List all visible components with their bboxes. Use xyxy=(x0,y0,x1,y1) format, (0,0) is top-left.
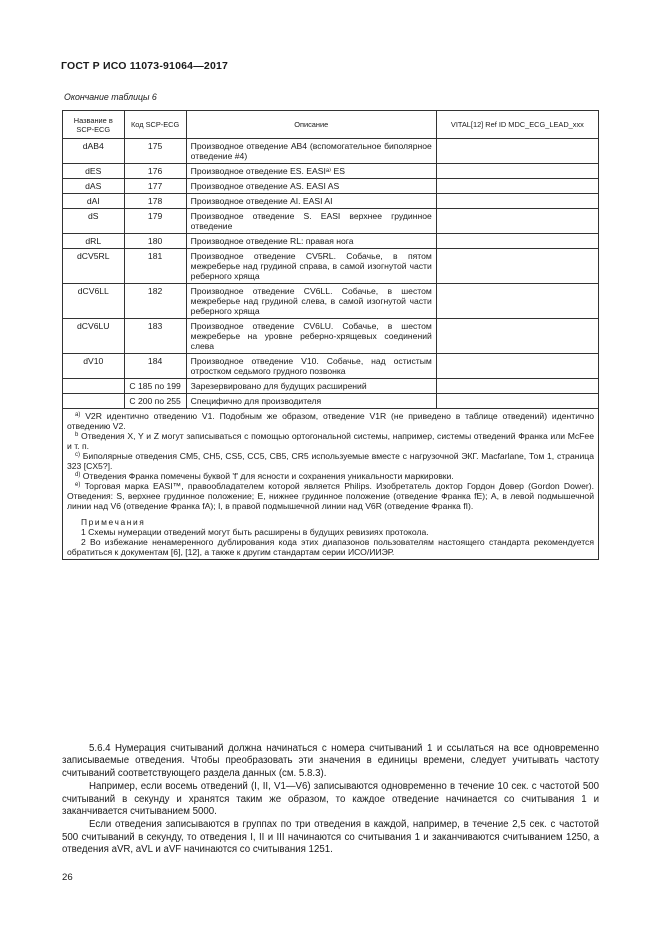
cell-vital-ref xyxy=(436,379,598,394)
table-row xyxy=(63,249,599,284)
cell-description: Производное отведение CV6LL. Собачье, в шестом межреберье над грудиной слева, в самой изогнутой части реберного хряща xyxy=(186,284,436,319)
cell-vital-ref xyxy=(436,249,598,284)
cell-code: С 185 по 199 xyxy=(124,379,186,394)
cell-description: Производное отведение ES. EASIᵃ⁾ ES xyxy=(186,164,436,179)
header-name: Название в SCP-ECG xyxy=(63,111,125,139)
document-title: ГОСТ Р ИСО 11073-91064—2017 xyxy=(61,60,229,72)
cell-description: Производное отведение RL: правая нога xyxy=(186,234,436,249)
cell-code: С 200 по 255 xyxy=(124,394,186,409)
paragraph-example-2: Если отведения записываются в группах по три отведения в каждой, например, в течение 2,5 сек. с частотой 500 считываний в секунду, то отведения I, II и III начинаются со считывания 1 и заканчиваются считыванием 1250, а отведения aVR, aVL и aVF начинаются со считывания 1251. xyxy=(62,819,599,856)
cell-name xyxy=(63,379,125,394)
cell-vital-ref xyxy=(436,319,598,354)
cell-vital-ref xyxy=(436,234,598,249)
cell-name: dCV6LL xyxy=(63,284,125,319)
footnote-b: $^b$ Отведения X, Y и Z могут записываться с помощью ортогональной системы, например, системы отведений Франка или McFee и т. п. xyxy=(67,431,594,451)
cell-description: Производное отведение CV6LU. Собачье, в шестом межреберье на уровне реберно-хрящевых соединений слева xyxy=(186,319,436,354)
table-row xyxy=(63,394,599,409)
cell-code: 181 xyxy=(124,249,186,284)
cell-name: dS xyxy=(63,209,125,234)
cell-name: dAI xyxy=(63,194,125,209)
leads-table xyxy=(62,110,599,560)
table-row xyxy=(63,139,599,164)
table-row xyxy=(63,284,599,319)
cell-description: Производное отведение AB4 (вспомогательное биполярное отведение #4) xyxy=(186,139,436,164)
note-2: 2 Во избежание ненамеренного дублирования кода этих диапазонов пользователям настоящего стандарта рекомендуется обратиться к документам [6], [12], а также к другим стандартам серии ИСО/ИИЭР. xyxy=(67,537,594,557)
cell-vital-ref xyxy=(436,209,598,234)
cell-name: dV10 xyxy=(63,354,125,379)
cell-code: 183 xyxy=(124,319,186,354)
header-description: Описание xyxy=(186,111,436,139)
cell-name: dRL xyxy=(63,234,125,249)
cell-code: 176 xyxy=(124,164,186,179)
footnote-e: $^{e)}$ Торговая марка EASI™, правообладателем которой является Philips. Изобретатель доктор Гордон Довер (Gordon Dower). Отведения: S, верхнее грудинное положение; E, нижнее грудинное положение (отведение Франка fE); A, в левой подмышечной линии над V6 (отведение Франка fA); I, в правой подмышечной линии над V6R (отведение Франка fI). xyxy=(67,481,594,511)
footnote-d: $^{d)}$ Отведения Франка помечены буквой 'f' для ясности и сохранения уникальности маркировки. xyxy=(75,471,454,481)
footnote-c: $^{c)}$ Биполярные отведения CM5, CH5, CS5, CC5, CB5, CR5 используемые вместе с нагрузочной ЭКГ. Macfarlane, Том 1, страница 323 [CX5?]. xyxy=(67,451,594,471)
notes-heading: Примечания xyxy=(81,517,146,527)
cell-vital-ref xyxy=(436,354,598,379)
table-row xyxy=(63,194,599,209)
cell-description: Производное отведение V10. Собачье, над остистым отростком седьмого грудного позвонка xyxy=(186,354,436,379)
cell-vital-ref xyxy=(436,284,598,319)
cell-code: 178 xyxy=(124,194,186,209)
cell-description: Производное отведение S. EASI верхнее грудинное отведение xyxy=(186,209,436,234)
cell-vital-ref xyxy=(436,179,598,194)
paragraph-5-6-4: 5.6.4 Нумерация считываний должна начинаться с номера считываний 1 и ссылаться на все одновременно записываемые отведения. Чтобы преобразовать эти значения в единицы времени, следует учитывать частоту считываний соответствующего раздела данных (см. 5.8.3). xyxy=(62,743,599,779)
table-row xyxy=(63,209,599,234)
cell-description: Производное отведение AI. EASI AI xyxy=(186,194,436,209)
table-header-row xyxy=(63,111,599,139)
cell-description: Зарезервировано для будущих расширений xyxy=(186,379,436,394)
table-body xyxy=(63,139,599,560)
cell-description: Специфично для производителя xyxy=(186,394,436,409)
cell-name: dES xyxy=(63,164,125,179)
table-row xyxy=(63,354,599,379)
cell-vital-ref xyxy=(436,194,598,209)
note-1: 1 Схемы нумерации отведений могут быть расширены в будущих ревизиях протокола. xyxy=(81,527,429,537)
table-footnotes-row xyxy=(63,409,599,560)
cell-code: 175 xyxy=(124,139,186,164)
body-section xyxy=(62,743,599,858)
footnote-a: $^{a)}$ V2R идентично отведению V1. Подобным же образом, отведение V1R (не приведено в таблице отведений) идентично отведению V2. xyxy=(67,411,595,431)
table-row xyxy=(63,164,599,179)
cell-description: Производное отведение AS. EASI AS xyxy=(186,179,436,194)
cell-code: 180 xyxy=(124,234,186,249)
header-vital-ref: VITAL[12] Ref ID MDC_ECG_LEAD_xxx xyxy=(436,111,598,139)
cell-code: 182 xyxy=(124,284,186,319)
cell-code: 184 xyxy=(124,354,186,379)
cell-name: dCV5RL xyxy=(63,249,125,284)
cell-description: Производное отведение CV5RL. Собачье, в пятом межреберье над грудиной справа, в самой изогнутой части реберного хряща xyxy=(186,249,436,284)
page-number: 26 xyxy=(62,872,73,883)
cell-code: 177 xyxy=(124,179,186,194)
table-row xyxy=(63,234,599,249)
cell-vital-ref xyxy=(436,394,598,409)
cell-name: dAS xyxy=(63,179,125,194)
table-caption: Окончание таблицы 6 xyxy=(64,92,157,102)
cell-name xyxy=(63,394,125,409)
cell-name: dCV6LU xyxy=(63,319,125,354)
table-row xyxy=(63,319,599,354)
cell-vital-ref xyxy=(436,139,598,164)
table-row xyxy=(63,179,599,194)
table-row xyxy=(63,379,599,394)
cell-name: dAB4 xyxy=(63,139,125,164)
cell-code: 179 xyxy=(124,209,186,234)
cell-vital-ref xyxy=(436,164,598,179)
header-code: Код SCP-ECG xyxy=(124,111,186,139)
paragraph-example-1: Например, если восемь отведений (I, II, V1—V6) записываются одновременно в течение 10 сек. с частотой 500 считываний в секунду и хранятся таким же образом, то каждое отведение начинается со считывания 1 и заканчивается считыванием 5000. xyxy=(62,781,599,818)
footnotes-cell xyxy=(63,409,599,560)
